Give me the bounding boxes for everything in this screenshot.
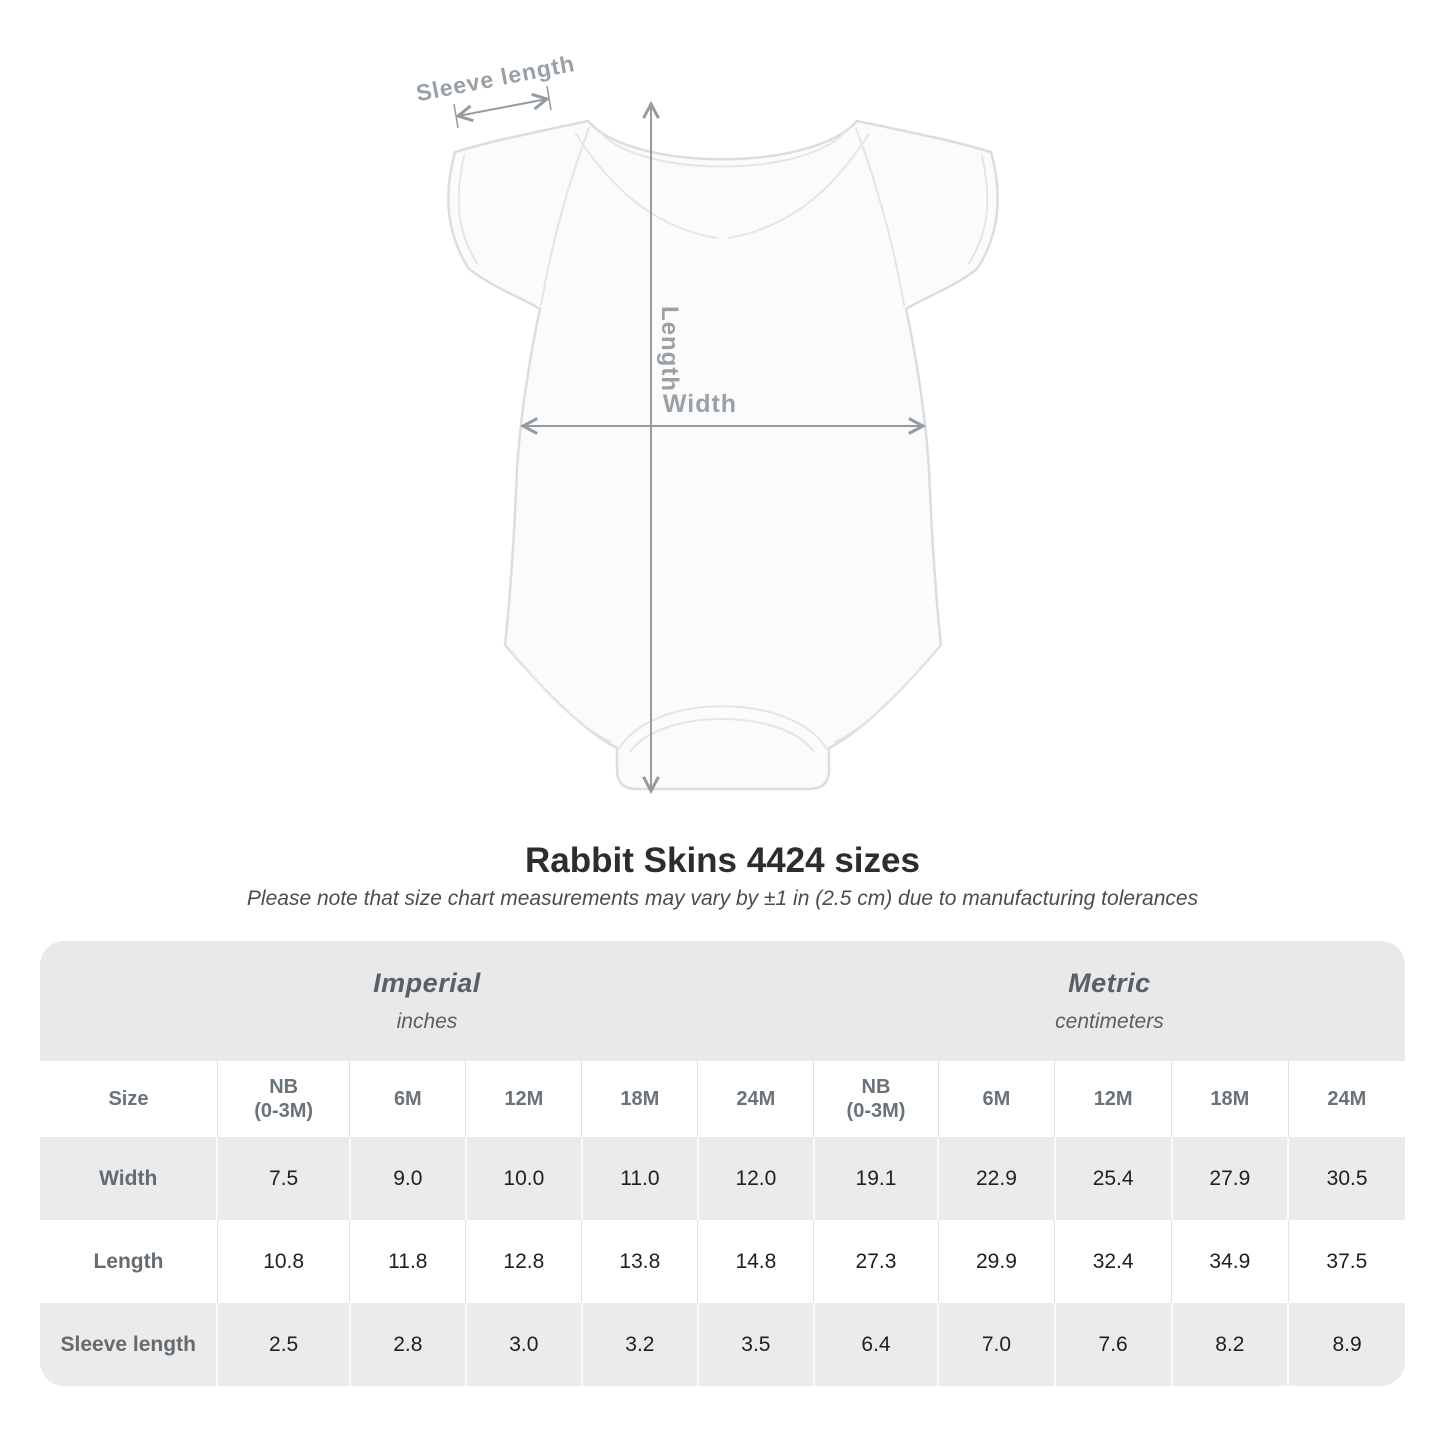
col-label: 6M	[393, 1088, 422, 1110]
unit-group-row	[40, 941, 1405, 1061]
value-cell: 25.4	[1055, 1137, 1172, 1220]
size-table-container	[40, 941, 1405, 1386]
value-cell: 13.8	[582, 1220, 698, 1303]
col-header	[217, 1061, 349, 1137]
imperial-group-header	[40, 941, 814, 1061]
col-label: 18M	[1210, 1088, 1250, 1110]
row-label: Length	[93, 1249, 164, 1273]
sleeve-tick-left	[454, 104, 458, 128]
col-header	[1172, 1061, 1289, 1137]
col-header	[1055, 1061, 1172, 1137]
onesie-garment-shape	[448, 121, 997, 789]
col-header	[938, 1061, 1055, 1137]
value-cell: 34.9	[1172, 1220, 1289, 1303]
value-cell: 7.5	[217, 1137, 349, 1220]
value-cell: 27.9	[1172, 1137, 1289, 1220]
value-cell: 14.8	[698, 1220, 814, 1303]
col-header	[698, 1061, 814, 1137]
heading-block	[0, 842, 1445, 911]
col-header	[350, 1061, 466, 1137]
size-table	[40, 941, 1405, 1386]
value-cell: 10.8	[217, 1220, 349, 1303]
size-corner-header: Size	[40, 1061, 217, 1137]
metric-unit: centimeters	[1055, 1010, 1164, 1033]
value-cell: 2.8	[350, 1303, 466, 1386]
col-label: 18M	[620, 1088, 660, 1110]
value-cell: 27.3	[814, 1220, 938, 1303]
value-cell: 10.0	[466, 1137, 582, 1220]
value-cell: 37.5	[1288, 1220, 1405, 1303]
metric-group-header	[814, 941, 1405, 1061]
value-cell: 2.5	[217, 1303, 349, 1386]
col-header	[582, 1061, 698, 1137]
value-cell: 19.1	[814, 1137, 938, 1220]
value-cell: 12.8	[466, 1220, 582, 1303]
col-label: 12M	[1093, 1088, 1133, 1110]
table-row-width	[40, 1137, 1405, 1220]
col-label: NB	[269, 1076, 299, 1098]
sleeve-length-arrow	[458, 99, 547, 116]
table-row-length	[40, 1220, 1405, 1303]
imperial-label: Imperial	[373, 968, 481, 998]
tolerance-note: Please note that size chart measurements may vary by ±1 in (2.5 cm) due to manufacturing tolerances	[246, 887, 1199, 910]
col-sublabel: (0-3M)	[254, 1100, 314, 1122]
value-cell: 29.9	[938, 1220, 1055, 1303]
col-label: 6M	[982, 1088, 1011, 1110]
col-label: NB	[861, 1076, 891, 1098]
value-cell: 32.4	[1055, 1220, 1172, 1303]
value-cell: 3.0	[466, 1303, 582, 1386]
table-row-sleeve-length	[40, 1303, 1405, 1386]
row-label: Sleeve length	[60, 1332, 196, 1356]
col-header	[466, 1061, 582, 1137]
value-cell: 7.0	[938, 1303, 1055, 1386]
value-cell: 3.2	[582, 1303, 698, 1386]
value-cell: 8.2	[1172, 1303, 1289, 1386]
col-label: 12M	[504, 1088, 544, 1110]
col-label: 24M	[1327, 1088, 1367, 1110]
value-cell: 11.8	[350, 1220, 466, 1303]
sleeve-tick-right	[547, 86, 551, 110]
col-label: 24M	[736, 1088, 776, 1110]
value-cell: 6.4	[814, 1303, 938, 1386]
metric-label: Metric	[1068, 968, 1151, 998]
value-cell: 12.0	[698, 1137, 814, 1220]
sleeve-length-label: Sleeve length	[413, 49, 578, 107]
value-cell: 22.9	[938, 1137, 1055, 1220]
row-label: Width	[99, 1166, 158, 1190]
col-sublabel: (0-3M)	[846, 1100, 906, 1122]
value-cell: 7.6	[1055, 1303, 1172, 1386]
page-title: Rabbit Skins 4424 sizes	[525, 841, 920, 880]
imperial-unit: inches	[396, 1010, 458, 1033]
value-cell: 3.5	[698, 1303, 814, 1386]
value-cell: 8.9	[1288, 1303, 1405, 1386]
col-header	[1288, 1061, 1405, 1137]
col-header	[814, 1061, 938, 1137]
width-label: Width	[662, 390, 738, 418]
size-header-row	[40, 1061, 1405, 1137]
length-label: Length	[656, 306, 683, 392]
value-cell: 9.0	[350, 1137, 466, 1220]
value-cell: 11.0	[582, 1137, 698, 1220]
value-cell: 30.5	[1288, 1137, 1405, 1220]
